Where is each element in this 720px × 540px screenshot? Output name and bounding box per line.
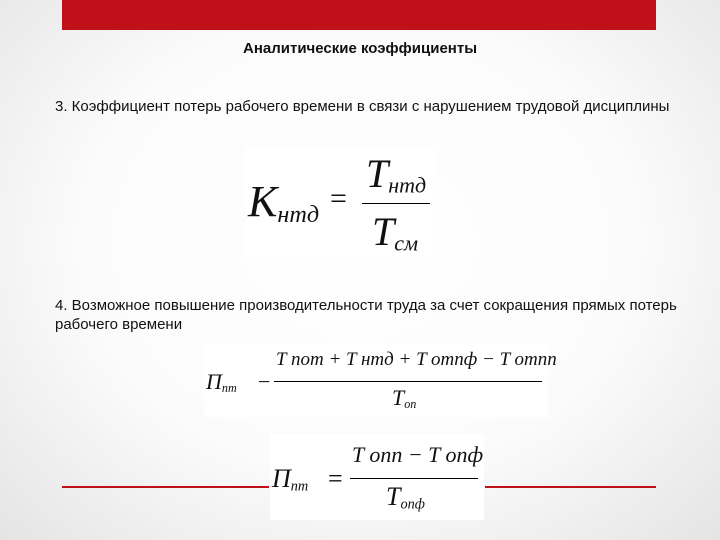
formula-ppt: [270, 434, 484, 520]
footer-line-left: [62, 486, 269, 488]
formula1-fraction-line: [362, 203, 430, 204]
slide-title: Аналитические коэффициенты: [242, 40, 478, 57]
top-accent-bar: [62, 0, 656, 30]
formula3-numerator: T опп − T опф: [352, 442, 484, 467]
footer-line-right: [485, 486, 656, 488]
formula2-denominator: $T_{оп}$: [392, 385, 417, 412]
formula2-fraction-line: [274, 381, 542, 382]
item-3-text: 3. Коэффициент потерь рабочего времени в связи с нарушением трудовой дисциплины: [55, 98, 670, 115]
formula3-lhs: $П_{пт}$: [272, 464, 309, 495]
item-4-text: 4. Возможное повышение производительности труда за счет сокращения прямых потерь рабочего времени: [55, 297, 677, 333]
formula2-operator: −: [258, 369, 271, 394]
formula1-numerator: $T_{нтд}$: [366, 151, 427, 198]
formula2-numerator: T пот + T нтд + T отпф − T отпп: [276, 349, 557, 370]
formula-knd: [246, 146, 434, 259]
formula-ppt-expanded: [204, 343, 557, 417]
formula1-lhs: $K_{нтд}$: [248, 177, 320, 229]
formula2-lhs: $П_{пт}$: [206, 369, 237, 396]
formula1-denominator: $T_{см}$: [372, 209, 419, 256]
formula1-equals: =: [330, 182, 347, 215]
formula3-denominator: $T_{опф}$: [386, 482, 425, 513]
formula3-equals: =: [328, 464, 343, 493]
formula3-fraction-line: [350, 478, 478, 479]
